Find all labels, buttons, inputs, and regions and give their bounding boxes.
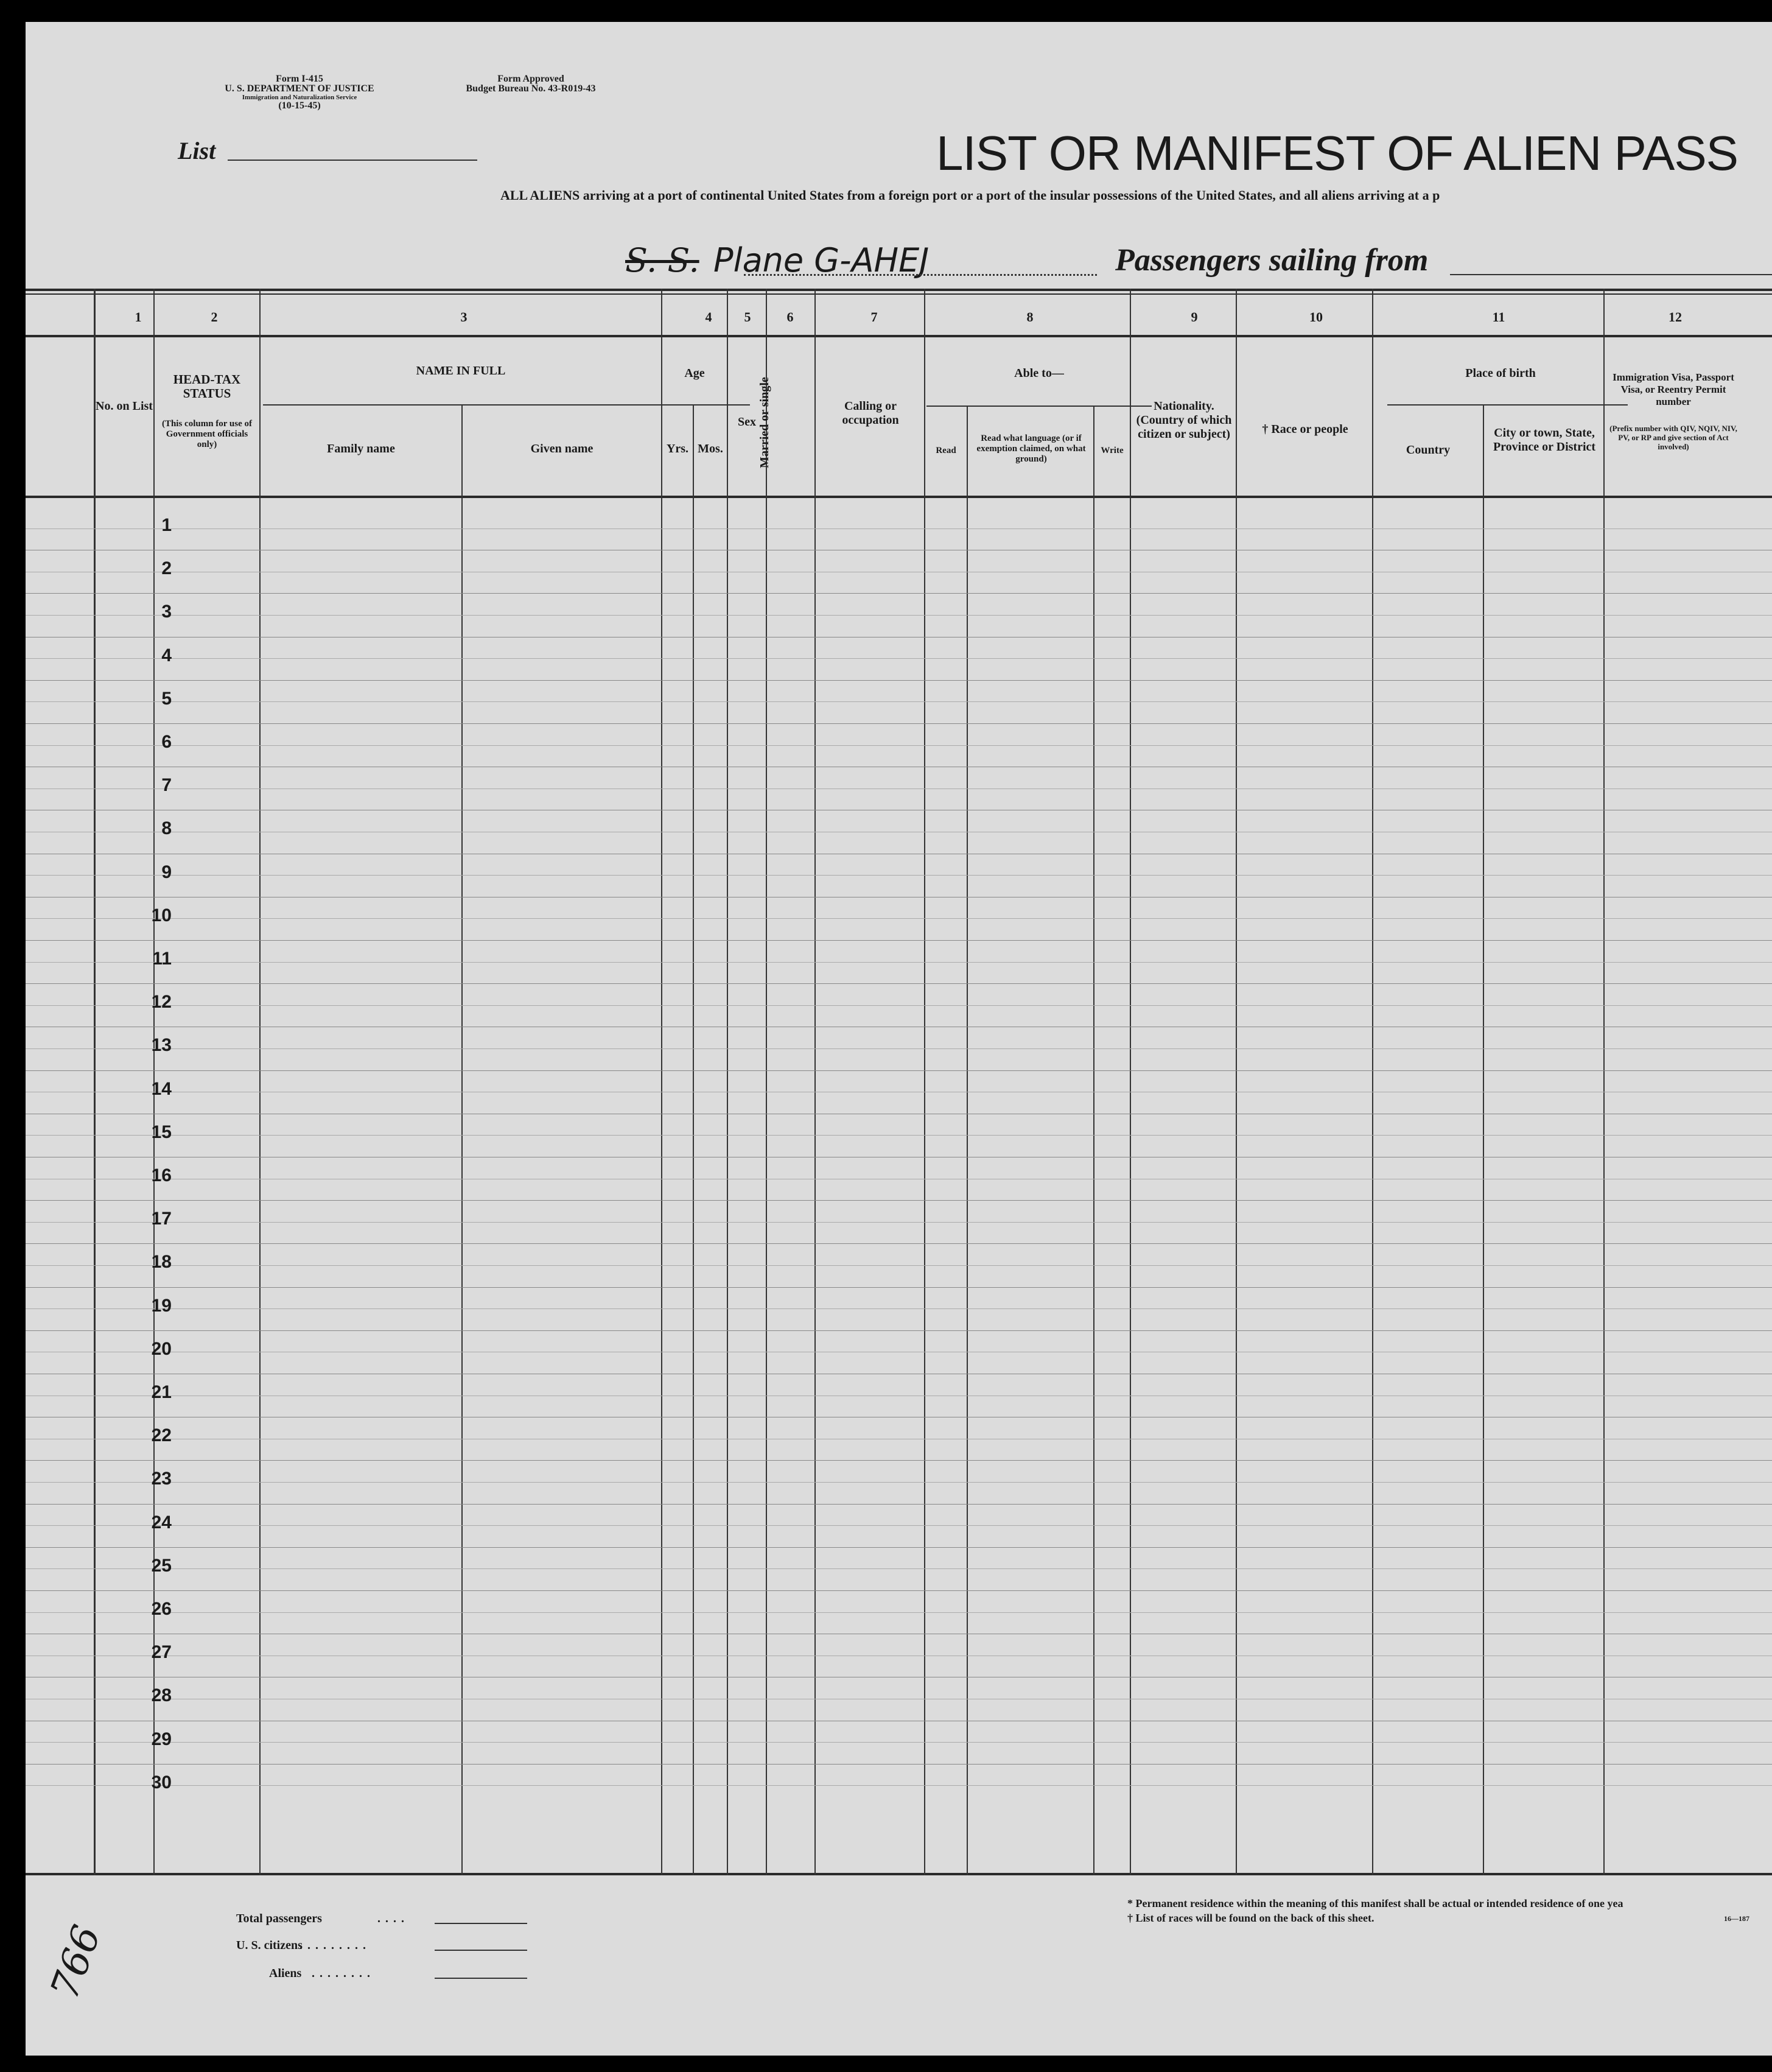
ruled-line bbox=[26, 1742, 1772, 1743]
row-number: 8 bbox=[161, 818, 172, 839]
row-number: 1 bbox=[161, 515, 172, 535]
ruled-line bbox=[26, 1568, 1772, 1569]
column-number: 6 bbox=[786, 309, 794, 325]
column-divider bbox=[461, 404, 463, 1875]
column-number: 11 bbox=[1492, 309, 1505, 325]
ruled-line bbox=[26, 1785, 1772, 1786]
row-number: 15 bbox=[151, 1122, 172, 1142]
citizens-value-line bbox=[435, 1950, 527, 1951]
ruled-line bbox=[26, 940, 1772, 941]
service-name: Immigration and Naturalization Service bbox=[242, 94, 357, 101]
vessel-name: Plane G-AHEJ bbox=[713, 241, 930, 279]
row-number: 7 bbox=[161, 775, 172, 796]
ruled-line bbox=[26, 1504, 1772, 1505]
row-number: 2 bbox=[161, 558, 172, 579]
row-number: 11 bbox=[152, 949, 172, 969]
row-number: 13 bbox=[151, 1035, 172, 1056]
footer-citizens-label: U. S. citizens bbox=[236, 1939, 303, 1952]
ruled-line bbox=[26, 1308, 1772, 1309]
aliens-value-line bbox=[435, 1978, 527, 1979]
ruled-line bbox=[26, 723, 1772, 724]
footer-note-races: † List of races will be found on the back of this sheet. bbox=[1127, 1912, 1375, 1924]
ruled-line bbox=[26, 983, 1772, 984]
column-number: 3 bbox=[460, 309, 468, 325]
header-yrs: Yrs. bbox=[666, 442, 689, 455]
ruled-line bbox=[26, 1330, 1772, 1331]
form-number: Form I-415 bbox=[276, 74, 323, 84]
header-read-language: Read what language (or if exemption claimed, on what ground) bbox=[976, 434, 1086, 464]
ruled-line bbox=[26, 875, 1772, 876]
ruled-line bbox=[26, 1612, 1772, 1613]
row-number: 18 bbox=[151, 1252, 172, 1273]
header-race: † Race or people bbox=[1262, 423, 1348, 436]
ss-label: S. S. bbox=[625, 241, 699, 279]
ruled-line bbox=[26, 1764, 1772, 1765]
row-number: 5 bbox=[161, 688, 172, 709]
row-number: 19 bbox=[151, 1295, 172, 1316]
table-bottom-border bbox=[26, 1873, 1772, 1875]
ruled-line bbox=[26, 1547, 1772, 1548]
table-top-border-inner bbox=[26, 293, 1772, 295]
form-date: (10-15-45) bbox=[278, 100, 321, 111]
header-nationality: Nationality. (Country of which citizen or subject) bbox=[1136, 399, 1232, 441]
approval-block bbox=[439, 74, 622, 94]
column-number: 9 bbox=[1191, 309, 1198, 325]
header-visa-note: (Prefix number with QIV, NQIV, NIV, PV, or RP and give section of Act involved) bbox=[1609, 424, 1737, 451]
passengers-label: Passengers sailing from bbox=[1115, 243, 1429, 278]
ruled-line bbox=[26, 1070, 1772, 1071]
footer-dots: ........ bbox=[312, 1967, 375, 1980]
column-divider bbox=[259, 289, 261, 1875]
vessel-name-line bbox=[744, 274, 1097, 276]
name-subrule bbox=[263, 404, 671, 406]
list-label: List bbox=[178, 137, 216, 164]
ruled-line bbox=[26, 1590, 1772, 1591]
header-country: Country bbox=[1406, 443, 1451, 457]
ruled-line bbox=[26, 1048, 1772, 1049]
total-value-line bbox=[435, 1923, 527, 1924]
header-given-name: Given name bbox=[530, 442, 594, 455]
row-number: 26 bbox=[151, 1599, 172, 1619]
column-divider bbox=[727, 289, 728, 1875]
column-divider bbox=[1483, 404, 1484, 1875]
row-number: 22 bbox=[151, 1425, 172, 1446]
ruled-line bbox=[26, 1222, 1772, 1223]
header-able-to: Able to— bbox=[1014, 367, 1064, 380]
column-divider bbox=[814, 289, 816, 1875]
header-age: Age bbox=[684, 367, 705, 380]
row-number: 6 bbox=[161, 732, 172, 752]
row-number: 21 bbox=[151, 1382, 172, 1402]
footer-aliens-label: Aliens bbox=[269, 1967, 302, 1980]
column-number: 4 bbox=[705, 309, 712, 325]
footer-total-label: Total passengers bbox=[236, 1912, 322, 1925]
column-divider bbox=[693, 404, 694, 1875]
ruled-line bbox=[26, 962, 1772, 963]
row-number: 14 bbox=[151, 1078, 172, 1099]
row-number: 3 bbox=[161, 602, 172, 622]
header-write: Write bbox=[1101, 446, 1124, 455]
header-family-name: Family name bbox=[327, 442, 395, 455]
header-head-tax: HEAD-TAX STATUS bbox=[173, 372, 241, 401]
ruled-line bbox=[26, 615, 1772, 616]
department-name: U. S. DEPARTMENT OF JUSTICE bbox=[225, 83, 374, 94]
column-divider bbox=[1130, 289, 1131, 1875]
header-read: Read bbox=[936, 446, 956, 455]
row-number: 20 bbox=[151, 1338, 172, 1359]
row-number: 4 bbox=[161, 645, 172, 665]
birth-subrule bbox=[1387, 404, 1628, 406]
able-subrule bbox=[926, 406, 1152, 407]
header-mos: Mos. bbox=[698, 442, 723, 455]
page-subtitle: ALL ALIENS arriving at a port of continental United States from a foreign port or a port of the insular possessions of the United States, and all aliens arriving at a p bbox=[500, 188, 1440, 203]
row-number: 30 bbox=[151, 1772, 172, 1793]
ruled-line bbox=[26, 658, 1772, 659]
row-number: 9 bbox=[161, 862, 172, 882]
ruled-line bbox=[26, 788, 1772, 789]
ruled-line bbox=[26, 1287, 1772, 1288]
column-number: 5 bbox=[744, 309, 751, 325]
header-married: Married or single bbox=[758, 377, 771, 468]
port-line bbox=[1450, 274, 1772, 275]
column-number: 10 bbox=[1309, 309, 1323, 325]
row-number: 25 bbox=[151, 1555, 172, 1576]
ruled-line bbox=[26, 680, 1772, 681]
column-number: 7 bbox=[870, 309, 878, 325]
header-sex: Sex bbox=[738, 415, 756, 429]
form-info-block bbox=[172, 74, 427, 111]
row-number: 24 bbox=[151, 1512, 172, 1533]
ruled-line bbox=[26, 745, 1772, 746]
footer-dots: .... bbox=[377, 1912, 409, 1925]
handwritten-margin-note: 766 bbox=[42, 1919, 110, 2006]
column-divider bbox=[766, 289, 767, 1875]
page-title: LIST OR MANIFEST OF ALIEN PASS bbox=[936, 126, 1739, 180]
budget-text: Budget Bureau No. 43-R019-43 bbox=[466, 83, 596, 94]
row-number: 16 bbox=[151, 1165, 172, 1185]
ruled-line bbox=[26, 1265, 1772, 1266]
column-number: 8 bbox=[1026, 309, 1034, 325]
column-divider bbox=[1372, 289, 1373, 1875]
list-number-line bbox=[228, 160, 477, 161]
approval-text: Form Approved bbox=[497, 74, 564, 84]
row-number: 12 bbox=[151, 992, 172, 1013]
manifest-sheet bbox=[26, 22, 1772, 2056]
row-number: 29 bbox=[151, 1729, 172, 1749]
row-number: 17 bbox=[151, 1209, 172, 1229]
row-number: 10 bbox=[151, 905, 172, 925]
header-no-on-list: No. on List bbox=[96, 399, 153, 413]
ruled-line bbox=[26, 701, 1772, 702]
ruled-line bbox=[26, 918, 1772, 919]
ruled-line bbox=[26, 1200, 1772, 1201]
header-place-of-birth: Place of birth bbox=[1465, 367, 1536, 380]
print-code: 16—187 bbox=[1724, 1914, 1749, 1923]
header-bottom-rule bbox=[26, 496, 1772, 498]
age-subrule bbox=[671, 404, 750, 406]
column-divider bbox=[1603, 289, 1605, 1875]
ruled-line bbox=[26, 1005, 1772, 1006]
header-name-in-full: NAME IN FULL bbox=[416, 364, 506, 378]
column-number: 12 bbox=[1669, 309, 1682, 325]
header-city: City or town, State, Province or District bbox=[1493, 426, 1596, 454]
column-divider bbox=[924, 289, 925, 1875]
footer-note-residence: * Permanent residence within the meaning of this manifest shall be actual or intended residence of one yea bbox=[1127, 1897, 1623, 1909]
ruled-line bbox=[26, 1482, 1772, 1483]
column-number: 1 bbox=[135, 309, 142, 325]
header-head-tax-note: (This column for use of Government officials only) bbox=[161, 419, 253, 449]
ruled-line bbox=[26, 1243, 1772, 1244]
row-number: 27 bbox=[151, 1642, 172, 1663]
header-visa: Immigration Visa, Passport Visa, or Reentry Permit number bbox=[1613, 371, 1734, 407]
column-divider bbox=[661, 289, 662, 1875]
row-number: 28 bbox=[151, 1685, 172, 1706]
ruled-line bbox=[26, 1135, 1772, 1136]
column-number-rule bbox=[26, 335, 1772, 337]
table-top-border bbox=[26, 289, 1772, 291]
header-calling: Calling or occupation bbox=[842, 399, 899, 427]
column-divider bbox=[1236, 289, 1237, 1875]
column-number: 2 bbox=[211, 309, 218, 325]
ruled-line bbox=[26, 1460, 1772, 1461]
ruled-line bbox=[26, 1525, 1772, 1526]
row-number: 23 bbox=[151, 1469, 172, 1489]
ruled-line bbox=[26, 593, 1772, 594]
footer-dots: ......... bbox=[299, 1939, 371, 1952]
